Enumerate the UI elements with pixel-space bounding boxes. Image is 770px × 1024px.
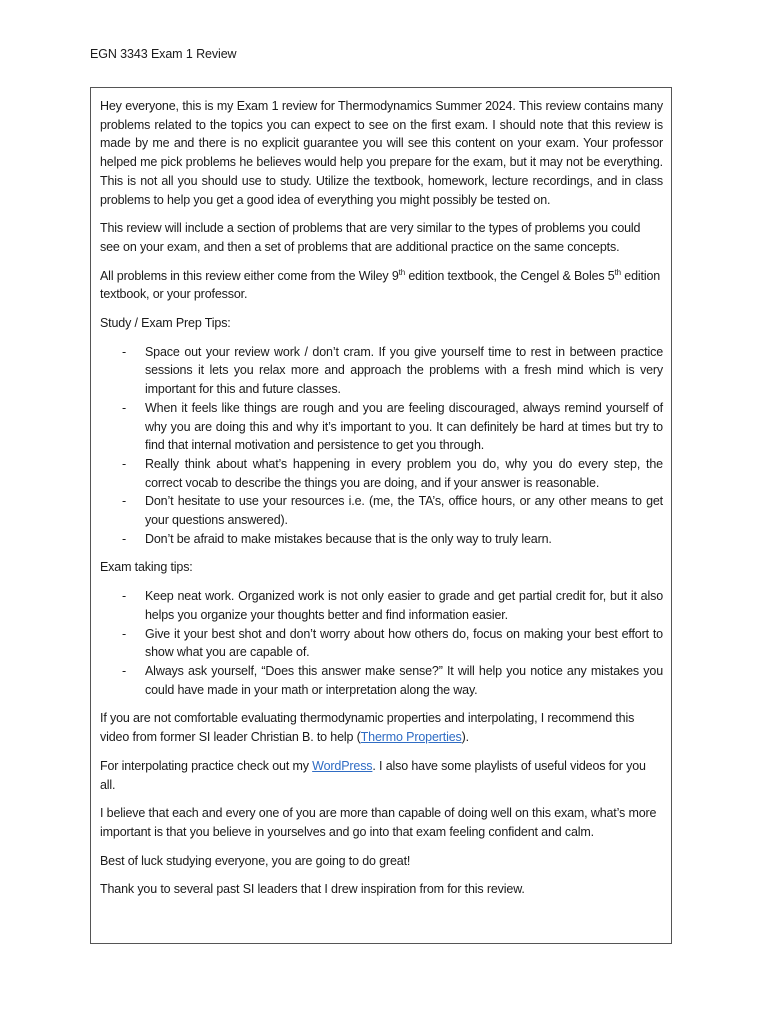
- superscript-th: th: [398, 267, 406, 277]
- list-item-text: Space out your review work / don’t cram. If you give yourself time to rest in between practice sessions it lets you relax more and approach the problems with a fresh mind which is very important for this and future classes.: [145, 344, 663, 397]
- interp-text-2: ).: [461, 730, 469, 745]
- practice-text-2: . I also have some playlists of useful videos for you all.: [100, 758, 646, 792]
- thanks-paragraph: Thank you to several past SI leaders that I drew inspiration from for this review.: [100, 882, 525, 897]
- list-item: [100, 399, 663, 455]
- list-item: [100, 587, 663, 624]
- dash-bullet: -: [122, 494, 127, 509]
- list-item-text: Give it your best shot and don’t worry about how others do, focus on making your best effort to show what you are capable of.: [145, 626, 663, 660]
- sources-text-2: edition textbook, the Cengel & Boles 5: [405, 268, 615, 283]
- list-item: [100, 662, 663, 699]
- exam-tips-list: [100, 587, 663, 699]
- exam-tips-heading: Exam taking tips:: [100, 560, 193, 575]
- list-item: [100, 455, 663, 492]
- good-luck-paragraph: Best of luck studying everyone, you are going to do great!: [100, 853, 411, 868]
- list-item: [100, 492, 663, 529]
- sources-text-1: All problems in this review either come from the Wiley 9: [100, 268, 399, 283]
- thermo-properties-link[interactable]: Thermo Properties: [360, 730, 462, 745]
- document-header: EGN 3343 Exam 1 Review: [90, 47, 237, 61]
- list-item-text: Always ask yourself, “Does this answer make sense?” It will help you notice any mistakes you could have made in your math or interpretation along the way.: [145, 663, 663, 697]
- interpolation-video-paragraph: [100, 709, 663, 746]
- review-content-box: [90, 87, 672, 944]
- list-item-text: Keep neat work. Organized work is not only easier to grade and get partial credit for, but it also helps you organize your thoughts better and find information easier.: [145, 589, 663, 622]
- dash-bullet: -: [122, 400, 127, 415]
- review-structure-paragraph: This review will include a section of problems that are very similar to the types of problems you could see on your exam, and then a set of problems that are additional practice on the same concepts.: [100, 221, 641, 254]
- wordpress-paragraph: [100, 757, 663, 794]
- dash-bullet: -: [122, 589, 127, 604]
- list-item-text: Don’t be afraid to make mistakes because that is the only way to truly learn.: [145, 531, 552, 546]
- practice-text-1: For interpolating practice check out my: [100, 758, 313, 773]
- study-tips-list: [100, 343, 663, 549]
- dash-bullet: -: [122, 344, 127, 359]
- problem-sources-paragraph: [100, 267, 663, 304]
- dash-bullet: -: [122, 626, 127, 641]
- interp-text-1: If you are not comfortable evaluating thermodynamic properties and interpolating, I recommend this video from former SI leader Christian B. to help (: [100, 711, 635, 745]
- list-item-text: When it feels like things are rough and you are feeling discouraged, always remind yourself of why you are doing this and why it’s important to you. It can definitely be hard at times but try to find that internal motivation and persistence to get you through.: [145, 400, 663, 453]
- list-item-text: Don’t hesitate to use your resources i.e. (me, the TA’s, office hours, or any other means to get your questions answered).: [145, 494, 663, 528]
- intro-paragraph: Hey everyone, this is my Exam 1 review for Thermodynamics Summer 2024. This review contains many problems related to the topics you can expect to see on the first exam. I should note that this review is made by me and there is no explicit guarantee you will see this content on your exam. Your professor helped me pick problems he believes would help you prepare for the exam, but it may not be everything. This is not all you should use to study. Utilize the textbook, homework, lecture recordings, and in class problems to help you get a good idea of everything you might possibly be tested on.: [100, 99, 663, 207]
- list-item: [100, 530, 663, 549]
- list-item: [100, 625, 663, 662]
- sources-text-3: edition textbook, or your professor.: [100, 268, 661, 302]
- list-item: [100, 343, 663, 399]
- list-item-text: Really think about what’s happening in every problem you do, why you do every step, the correct vocab to describe the things you are doing, and if your answer is reasonable.: [145, 456, 663, 490]
- encouragement-paragraph: I believe that each and every one of you are more than capable of doing well on this exam, what’s more important is that you believe in yourselves and go into that exam feeling confident and calm.: [100, 806, 657, 839]
- dash-bullet: -: [122, 531, 127, 546]
- dash-bullet: -: [122, 456, 127, 471]
- dash-bullet: -: [122, 663, 127, 678]
- wordpress-link[interactable]: WordPress: [312, 758, 373, 773]
- study-tips-heading: Study / Exam Prep Tips:: [100, 316, 231, 331]
- superscript-th: th: [614, 267, 621, 277]
